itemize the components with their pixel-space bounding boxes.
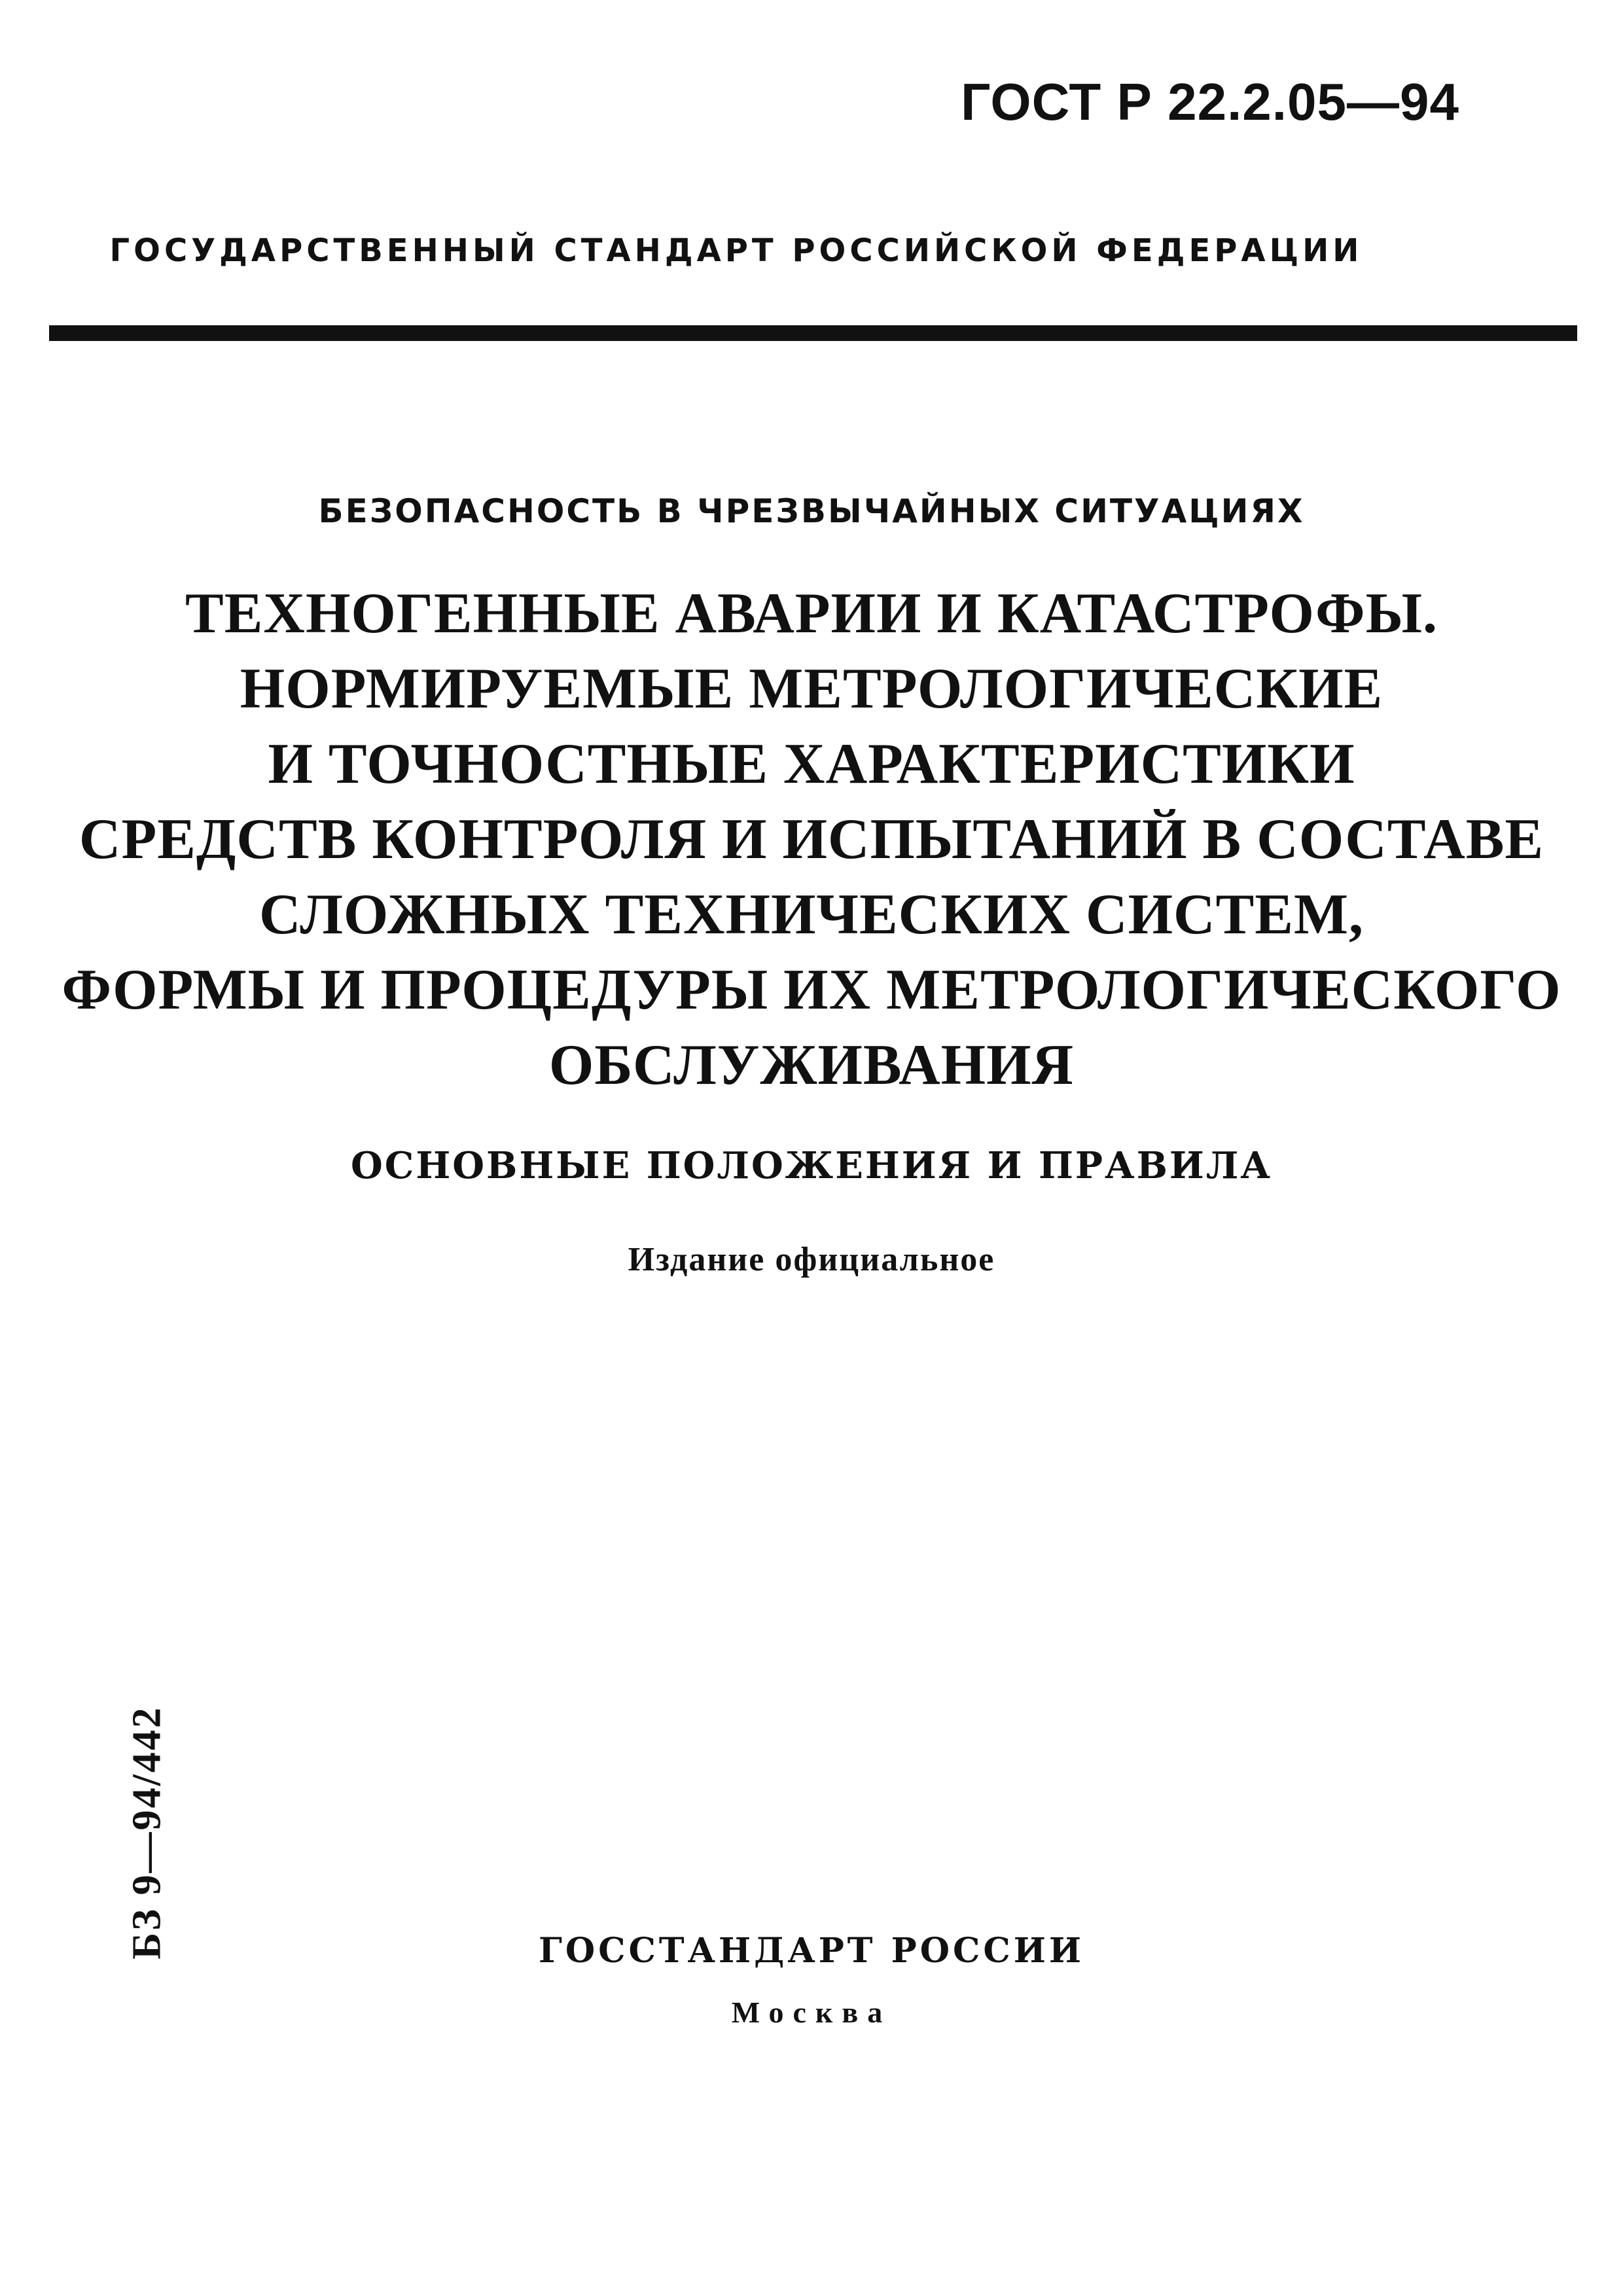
main-title-line: И ТОЧНОСТНЫЕ ХАРАКТЕРИСТИКИ <box>268 732 1355 796</box>
side-registration-code: БЗ 9—94/442 <box>124 1706 169 1960</box>
main-title-line: НОРМИРУЕМЫЕ МЕТРОЛОГИЧЕСКИЕ <box>240 657 1383 721</box>
main-title-line: СЛОЖНЫХ ТЕХНИЧЕСКИХ СИСТЕМ, <box>259 883 1364 946</box>
subtitle: ОСНОВНЫЕ ПОЛОЖЕНИЯ И ПРАВИЛА <box>351 1144 1272 1187</box>
standard-type-header: ГОСУДАРСТВЕННЫЙ СТАНДАРТ РОССИЙСКОЙ ФЕДЕРАЦИИ <box>109 232 1363 269</box>
main-title <box>0 576 1623 1103</box>
publisher: ГОССТАНДАРТ РОССИИ <box>538 1931 1085 1971</box>
main-title-line: ОБСЛУЖИВАНИЯ <box>548 1033 1075 1097</box>
main-title-line: ТЕХНОГЕННЫЕ АВАРИИ И КАТАСТРОФЫ. <box>185 582 1438 645</box>
header-divider <box>49 325 1577 341</box>
document-code: ГОСТ Р 22.2.05—94 <box>961 73 1459 131</box>
main-title-line: ФОРМЫ И ПРОЦЕДУРЫ ИХ МЕТРОЛОГИЧЕСКОГО <box>62 958 1561 1022</box>
edition-note: Издание официальное <box>628 1241 995 1278</box>
publication-city: Москва <box>731 1996 892 2029</box>
series-title: БЕЗОПАСНОСТЬ В ЧРЕЗВЫЧАЙНЫХ СИТУАЦИЯХ <box>318 492 1305 530</box>
main-title-line: СРЕДСТВ КОНТРОЛЯ И ИСПЫТАНИЙ В СОСТАВЕ <box>79 808 1544 871</box>
